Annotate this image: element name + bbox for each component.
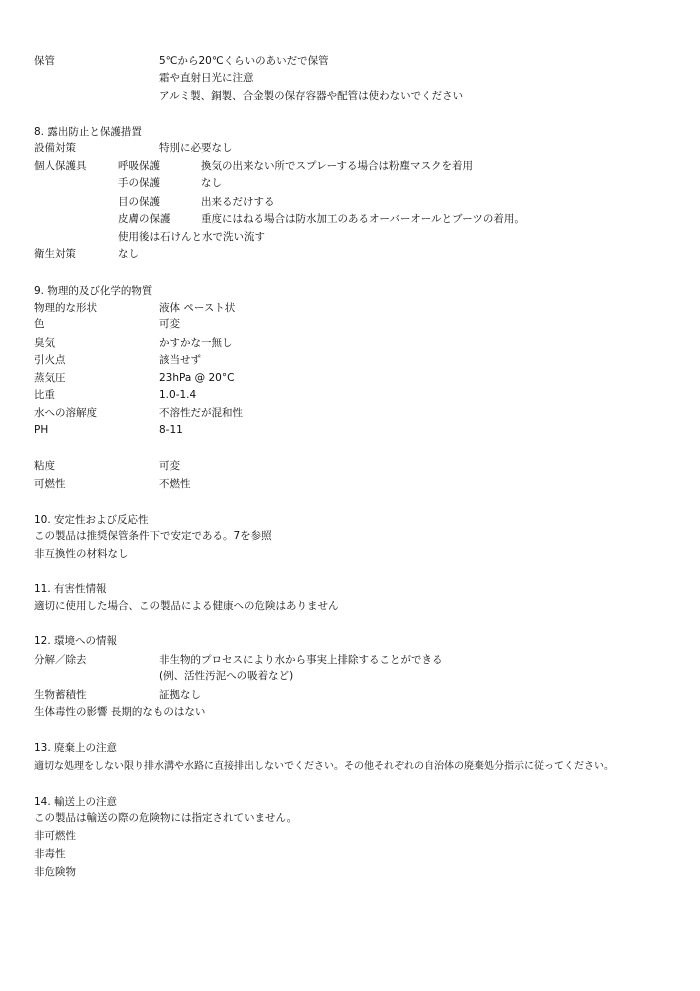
property-value: 23hPa @ 20°C (159, 372, 235, 384)
property-value: 液体 ペースト状 (159, 302, 236, 314)
storage-line-2: 霜や直射日光に注意 (159, 72, 254, 84)
eye-value: 出来るだけする (201, 196, 275, 208)
property-value: 不溶性だが混和性 (159, 407, 243, 419)
property-value: 該当せず (159, 354, 201, 366)
property-label: 色 (34, 318, 45, 330)
sec14-heading: 14. 輸送上の注意 (34, 796, 118, 808)
sec13-line-1: 適切な処理をしない限り排水溝や水路に直接排出しないでください。その他それぞれの自治体の廃棄処分指示に従ってください。 (34, 761, 614, 772)
hand-value: なし (201, 177, 222, 189)
transport-item: 非可燃性 (34, 830, 76, 842)
property-value: かすかな一無し (159, 337, 233, 349)
respiratory-value: 換気の出来ない所でスプレーする場合は粉塵マスクを着用 (201, 160, 474, 172)
sec10-line-2: 非互換性の材料なし (34, 548, 129, 560)
equipment-label: 設備対策 (34, 142, 76, 154)
equipment-value: 特別に必要なし (159, 142, 233, 154)
property-label: 物理的な形状 (34, 302, 97, 314)
sec10-line-1: この製品は推奨保管条件下で安定である。7を参照 (34, 530, 272, 542)
property-value: 不燃性 (159, 478, 191, 490)
property-label: 比重 (34, 389, 55, 401)
sec11-heading: 11. 有害性情報 (34, 583, 107, 595)
transport-item: 非毒性 (34, 848, 66, 860)
skin-value: 重度にはねる場合は防水加工のあるオーバーオールとブーツの着用。 (201, 213, 525, 225)
property-label: 臭気 (34, 337, 55, 349)
eye-label: 目の保護 (118, 196, 160, 208)
storage-line-3: アルミ製、銅製、合金製の保存容器や配管は使わないでください (159, 90, 464, 102)
after-use-note: 使用後は石けんと水で洗い流す (118, 231, 265, 243)
sec8-heading: 8. 露出防止と保護措置 (34, 126, 142, 138)
hygiene-value: なし (118, 248, 139, 260)
decomp-value-1: 非生物的プロセスにより水から事実上排除することができる (159, 654, 443, 666)
sec12-heading: 12. 環境への情報 (34, 635, 118, 647)
property-value: 可変 (159, 318, 180, 330)
ppe-label: 個人保護具 (34, 160, 87, 172)
eco-line: 生体毒性の影響 長期的なものはない (34, 706, 206, 718)
property-value: 可変 (159, 460, 180, 472)
sec14-line-1: この製品は輸送の際の危険物には指定されていません。 (34, 812, 298, 824)
hygiene-label: 衛生対策 (34, 248, 76, 260)
storage-label: 保管 (34, 55, 55, 67)
skin-label: 皮膚の保護 (118, 213, 171, 225)
respiratory-label: 呼吸保護 (118, 160, 160, 172)
bio-label: 生物蓄積性 (34, 689, 87, 701)
property-label: 蒸気圧 (34, 372, 66, 384)
property-value: 8-11 (159, 424, 183, 436)
decomp-value-2: (例、活性汚泥への吸着など) (159, 670, 294, 682)
sec9-heading: 9. 物理的及び化学的物質 (34, 285, 153, 297)
property-value: 1.0-1.4 (159, 389, 197, 401)
property-label: PH (34, 424, 49, 436)
transport-item: 非危険物 (34, 866, 76, 878)
property-label: 粘度 (34, 460, 55, 472)
sec13-heading: 13. 廃棄上の注意 (34, 742, 118, 754)
property-label: 可燃性 (34, 478, 66, 490)
sec10-heading: 10. 安定性および反応性 (34, 514, 149, 526)
decomp-label: 分解／除去 (34, 654, 87, 666)
property-label: 引火点 (34, 354, 66, 366)
property-label: 水への溶解度 (34, 407, 97, 419)
storage-line-1: 5℃から20℃くらいのあいだで保管 (159, 55, 329, 67)
sec11-line-1: 適切に使用した場合、この製品による健康への危険はありません (34, 600, 339, 612)
bio-value: 証拠なし (159, 689, 201, 701)
hand-label: 手の保護 (118, 177, 160, 189)
